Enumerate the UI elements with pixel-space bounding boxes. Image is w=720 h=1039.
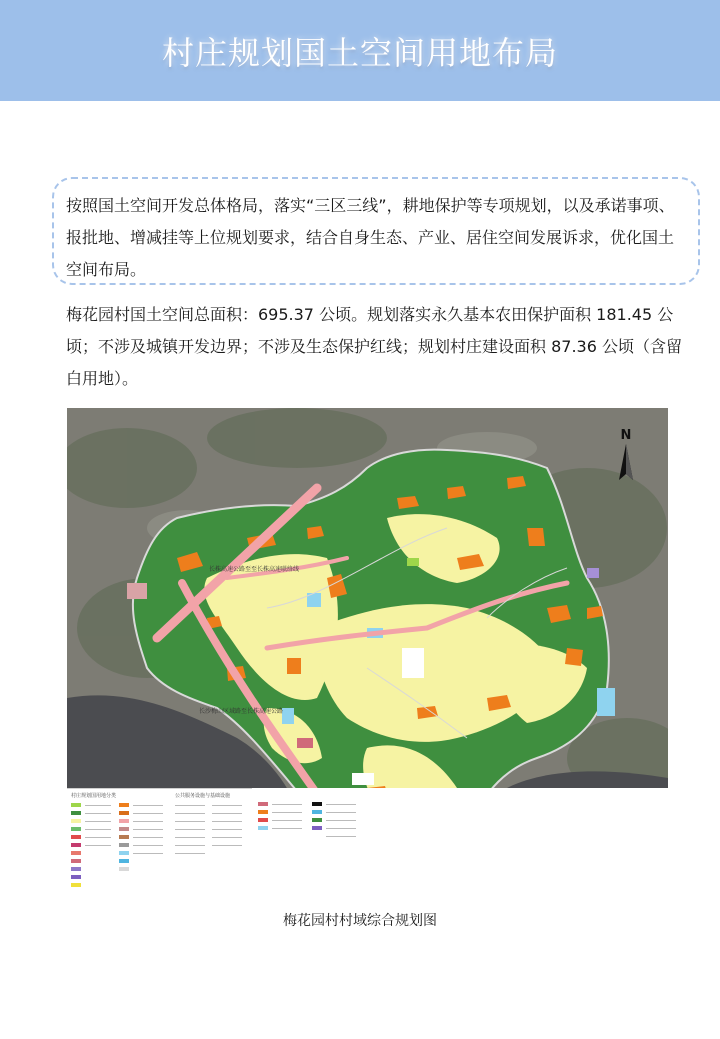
north-arrow-icon [615,444,637,484]
summary-paragraph: 梅花园村国土空间总面积：695.37 公顷。规划落实永久基本农田保护面积 181.45 公顷；不涉及城镇开发边界；不涉及生态保护红线；规划村庄建设面积 87.36 公顷（含留白用地）。 [66,305,682,388]
map-caption: 梅花园村村域综合规划图 [283,913,437,929]
road-label-1: 长株高速公路至至长株高速联络线 [209,566,300,573]
page-header [0,0,720,101]
map-legend-right [252,788,668,892]
north-label: N [620,428,632,443]
north-arrow [615,428,637,488]
legend-title-left: 村庄规划国用地分类 [71,793,117,799]
village-planning-map [67,408,668,892]
legend-title-right: 公共服务设施与基础设施 [175,793,231,799]
page-title: 村庄规划国土空间用地布局 [161,33,558,72]
map-legend-left [67,788,253,892]
road-label-2: 长沙梅山区域路至长株高速公路 [199,708,284,715]
intro-paragraph: 按照国土空间开发总体格局，落实“三区三线”，耕地保护等专项规划，以及承诺事项、报批地、增减挂等上位规划要求，结合自身生态、产业、居住空间发展诉求，优化国土空间布局。 [66,196,675,279]
